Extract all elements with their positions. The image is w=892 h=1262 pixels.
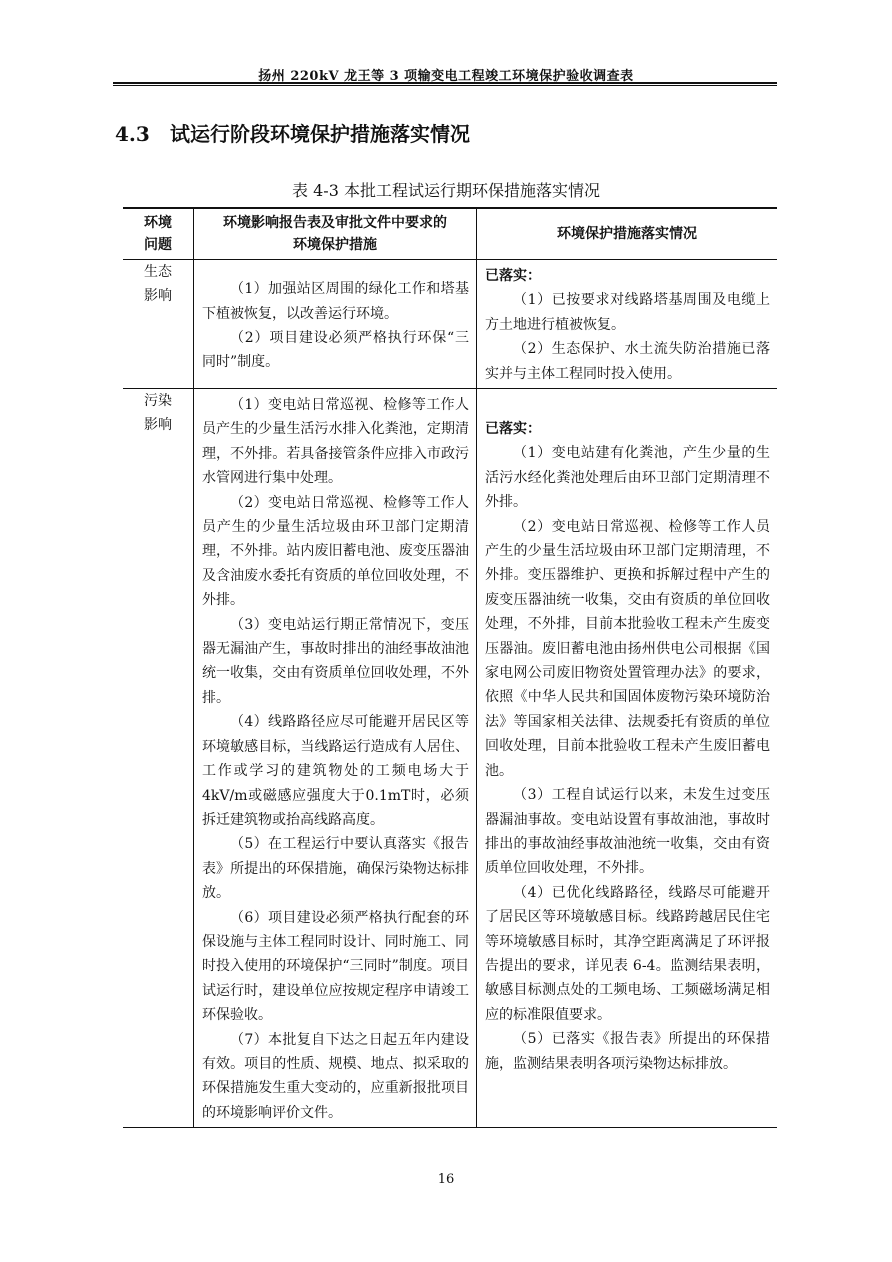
requirement-item: （7）本批复自下达之日起五年内建设有效。项目的性质、规模、地点、拟采取的环保措施发生重大变动的，应重新报批项目的环境影响评价文件。 [202,1031,469,1121]
implementation-item: （2）生态保护、水土流失防治措施已落实并与主体工程同时投入使用。 [485,341,770,382]
status-label: 已落实： [485,268,541,284]
requirement-item: （1）变电站日常巡视、检修等工作人员产生的少量生活污水排入化粪池，定期清理，不外排。若具备接管条件应排入市政污水管网进行集中处理。 [202,397,469,487]
requirement-item: （2）变电站日常巡视、检修等工作人员产生的少量生活垃圾由环卫部门定期清理，不外排。站内废旧蓄电池、废变压器油及含油废水委托有资质的单位回收处理，不外排。 [202,494,469,609]
header-rule-thin [113,85,777,86]
requirement-item: （1）加强站区周围的绿化工作和塔基下植被恢复，以改善运行环境。 [202,281,469,322]
issue-label: 生态 影响 [144,264,172,304]
implementation-item: （4）已优化线路路径，线路尽可能避开了居民区等环境敏感目标。线路跨越居民住宅等环境敏感目标时，其净空距离满足了环评报告提出的要求，详见表 6-4。监测结果表明，敏感目标测点处的工频电场、工频磁场满足相应的标准限值要求。 [485,884,770,1023]
section-title: 试运行阶段环境保护措施落实情况 [170,122,470,146]
column-header-issue-text: 环境 问题 [144,215,172,253]
table-row [123,389,777,1128]
page-number: 16 [437,1172,455,1187]
status-label: 已落实： [485,421,541,437]
requirement-item: （3）变电站运行期正常情况下，变压器无漏油产生，事故时排出的油经事故油池统一收集，交由有资质单位回收处理，不外排。 [202,616,469,706]
section-number: 4.3 [115,122,150,146]
running-header: 扬州 220kV 龙王等 3 项输变电工程竣工环境保护验收调查表 [258,69,634,84]
measures-table [123,207,777,1128]
issue-label: 污染 影响 [144,393,172,433]
section-heading [115,118,470,147]
column-header-requirements-text: 环境影响报告表及审批文件中要求的 环境保护措施 [223,215,447,253]
column-header-implementation-text: 环境保护措施落实情况 [557,226,697,242]
table-header-row [123,208,777,260]
requirement-item: （5）在工程运行中要认真落实《报告表》所提出的环保措施，确保污染物达标排放。 [202,836,469,902]
column-header-requirements [194,208,477,260]
column-header-implementation [477,208,778,260]
implementation-item: （1）变电站建有化粪池，产生少量的生活污水经化粪池处理后由环卫部门定期清理不外排。 [485,445,770,511]
implementation-item: （3）工程自试运行以来，未发生过变压器漏油事故。变电站设置有事故油池，事故时排出的事故油经事故油池统一收集，交由有资质单位回收处理，不外排。 [485,787,770,877]
requirement-item: （2）项目建设必须严格执行环保“三同时”制度。 [202,330,469,371]
requirements-cell [194,389,477,1128]
header-rule [113,82,777,84]
implementation-cell [477,260,778,389]
implementation-item: （2）变电站日常巡视、检修等工作人员产生的少量生活垃圾由环卫部门定期清理，不外排。变压器维护、更换和拆解过程中产生的废变压器油统一收集，交由有资质的单位回收处理，不外排，目前本批验收工程未产生废变压器油。废旧蓄电池由扬州供电公司根据《国家电网公司废旧物资处置管理办法》的要求，依照《中华人民共和国固体废物污染环境防治法》等国家相关法律、法规委托有资质的单位回收处理，目前本批验收工程未产生废旧蓄电池。 [485,518,770,779]
requirement-item: （4）线路路径应尽可能避开居民区等环境敏感目标，当线路运行造成有人居住、工作或学习的建筑物处的工频电场大于4kV/m或磁感应强度大于0.1mT时，必须拆迁建筑物或抬高线路高度。 [202,714,469,828]
column-header-issue [123,208,194,260]
requirement-item: （6）项目建设必须严格执行配套的环保设施与主体工程同时设计、同时施工、同时投入使用的环境保护“三同时”制度。项目试运行时，建设单位应按规定程序申请竣工环保验收。 [202,909,469,1024]
issue-cell [123,389,194,1128]
implementation-item: （5）已落实《报告表》所提出的环保措施，监测结果表明各项污染物达标排放。 [485,1031,770,1072]
requirements-cell [194,260,477,389]
table-caption: 表 4-3 本批工程试运行期环保措施落实情况 [292,181,600,200]
issue-cell [123,260,194,389]
table-row [123,260,777,389]
implementation-item: （1）已按要求对线路塔基周围及电缆上方土地进行植被恢复。 [485,292,770,333]
implementation-cell [477,389,778,1128]
